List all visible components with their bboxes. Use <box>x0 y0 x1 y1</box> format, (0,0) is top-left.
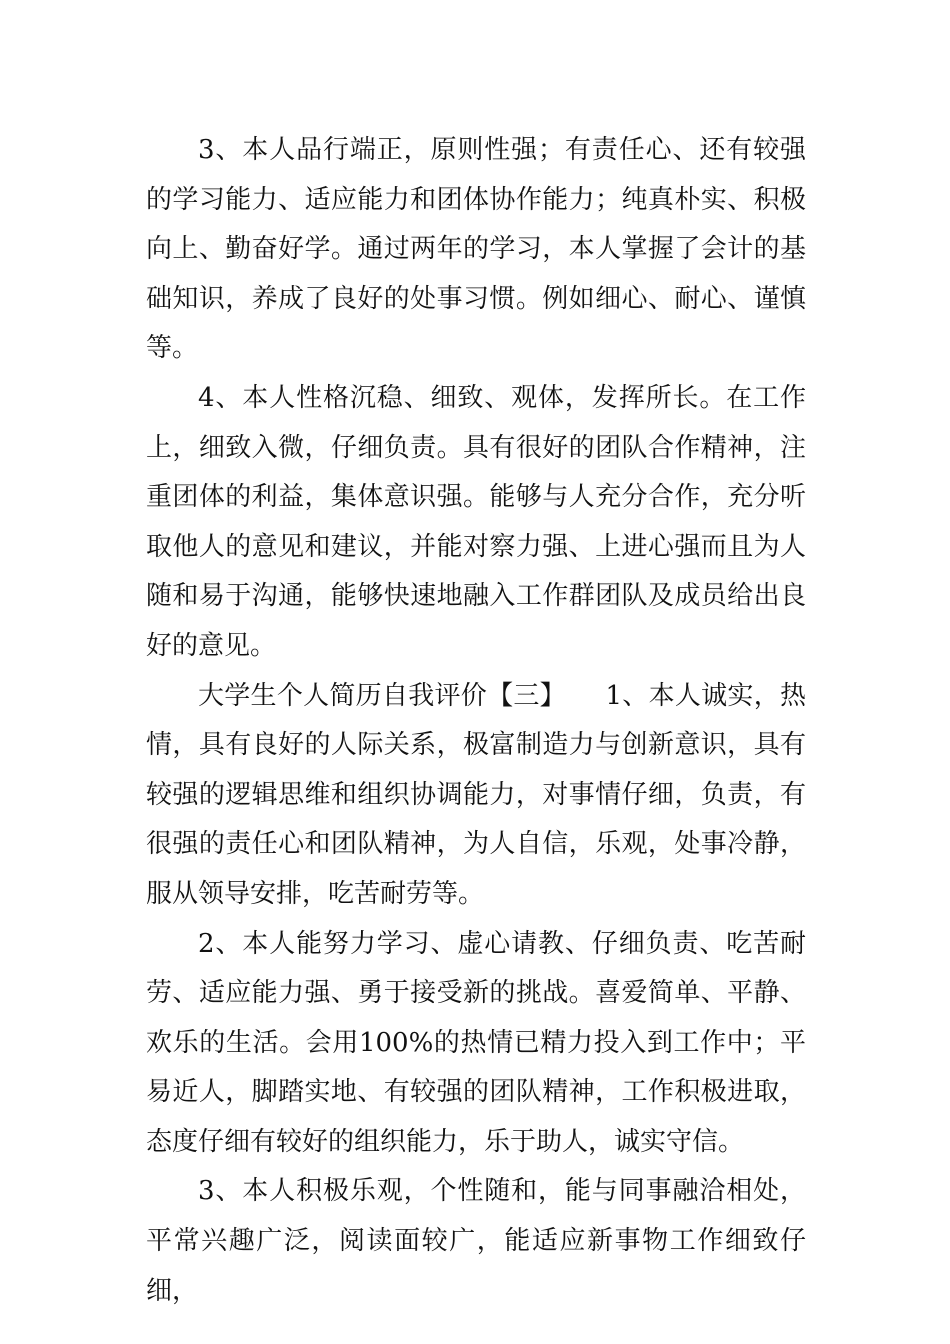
paragraph-5: 3、本人积极乐观，个性随和，能与同事融洽相处，平常兴趣广泛，阅读面较广，能适应新事物工作细致仔细， <box>146 1176 806 1306</box>
paragraph-3: 大学生个人简历自我评价【三】 1、本人诚实，热情，具有良好的人际关系，极富制造力与创新意识，具有较强的逻辑思维和组织协调能力，对事情仔细，负责，有很强的责任心和团队精神，为人自信，乐观，处事冷静，服从领导安排，吃苦耐劳等。 <box>146 680 806 909</box>
document-body <box>146 126 806 1316</box>
paragraph-2: 4、本人性格沉稳、细致、观体，发挥所长。在工作上，细致入微，仔细负责。具有很好的团队合作精神，注重团体的利益，集体意识强。能够与人充分合作，充分听取他人的意见和建议，并能对察力强、上进心强而且为人随和易于沟通，能够快速地融入工作群团队及成员给出良好的意见。 <box>146 382 806 661</box>
paragraph-1: 3、本人品行端正，原则性强；有责任心、还有较强的学习能力、适应能力和团体协作能力；纯真朴实、积极向上、勤奋好学。通过两年的学习，本人掌握了会计的基础知识，养成了良好的处事习惯。例如细心、耐心、谨慎等。 <box>146 135 806 364</box>
paragraph-4: 2、本人能努力学习、虚心请教、仔细负责、吃苦耐劳、适应能力强、勇于接受新的挑战。喜爱简单、平静、欢乐的生活。会用100%的热情已精力投入到工作中；平易近人，脚踏实地、有较强的团队精神，工作积极进取，态度仔细有较好的组织能力，乐于助人，诚实守信。 <box>146 928 806 1157</box>
